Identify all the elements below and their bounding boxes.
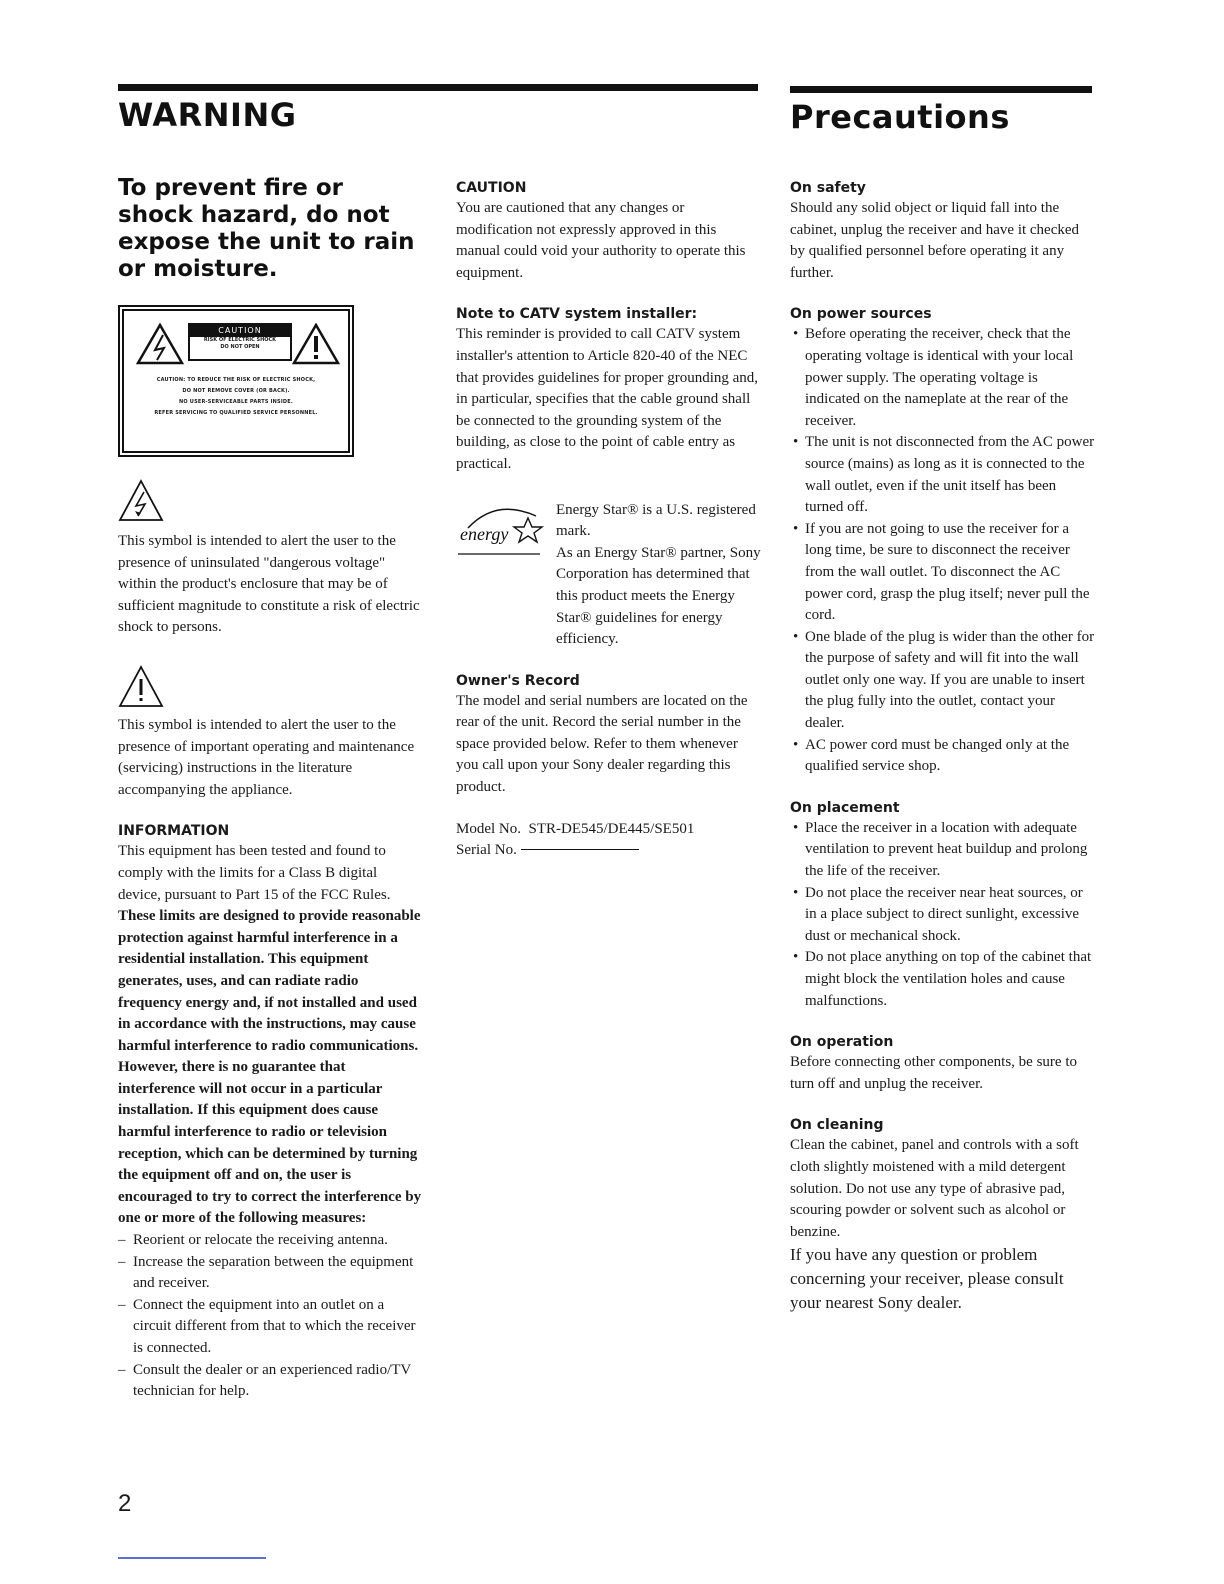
serial-number-label: Serial No. bbox=[456, 842, 517, 859]
precautions-title: Precautions bbox=[790, 98, 1010, 136]
list-item: • Do not place anything on top of the cabinet that might block the ventilation holes and cause malfunctions. bbox=[790, 947, 1095, 1012]
footer-divider bbox=[118, 1557, 266, 1559]
page-number: 2 bbox=[118, 1490, 132, 1517]
on-cleaning-heading: On cleaning bbox=[790, 1117, 884, 1134]
fine-print-line: CAUTION: TO REDUCE THE RISK OF ELECTRIC SHOCK, bbox=[156, 377, 316, 383]
catv-text: This reminder is provided to call CATV system installer's attention to Article 820-40 of the NEC that provides guidelines for proper grounding and, in particular, specifies that the cable ground shall be connected to the grounding system of the building, as close to the point of cable entry as practical. bbox=[456, 326, 759, 472]
exclamation-triangle-icon bbox=[118, 665, 164, 709]
serial-number-line bbox=[456, 840, 761, 862]
consult-dealer-note: If you have any question or problem concerning your receiver, please consult your nearest Sony dealer. bbox=[790, 1245, 1064, 1313]
on-cleaning-text: Clean the cabinet, panel and controls with a soft cloth slightly moistened with a mild detergent solution. Do not use any type of abrasive pad, scouring powder or solvent such as alcohol or benzine. bbox=[790, 1137, 1079, 1240]
information-paragraph-2: These limits are designed to provide reasonable protection against harmful interference in a residential installation. This equipment generates, uses, and can radiate radio frequency energy and, if not installed and used in accordance with the instructions, may cause harmful interference to radio communications. However, there is no guarantee that interference will not occur in a particular installation. If this equipment does cause harmful interference to radio or television reception, which can be determined by turning the equipment off and on, the user is encouraged to try to correct the interference by one or more of the following measures: bbox=[118, 908, 422, 1227]
caution-label-fine-print bbox=[124, 375, 348, 419]
on-safety-text: Should any solid object or liquid fall into the cabinet, unplug the receiver and have it checked by qualified personnel before operating it any further. bbox=[790, 200, 1080, 281]
energy-star-logo-text: energy bbox=[460, 523, 509, 544]
fine-print-line: REFER SERVICING TO QUALIFIED SERVICE PERSONNEL. bbox=[154, 410, 318, 416]
catv-heading: Note to CATV system installer: bbox=[456, 306, 698, 323]
list-item: • The unit is not disconnected from the AC power source (mains) as long as it is connected to the wall outlet, even if the unit itself has been turned off. bbox=[790, 432, 1095, 518]
fine-print-line: DO NOT REMOVE COVER (OR BACK). bbox=[182, 388, 290, 394]
placement-list bbox=[790, 818, 1095, 1012]
caution-column bbox=[456, 178, 761, 862]
on-operation-text: Before connecting other components, be sure to turn off and unplug the receiver. bbox=[790, 1054, 1077, 1092]
caution-plate-sub2: DO NOT OPEN bbox=[220, 344, 260, 350]
lightning-triangle-icon bbox=[136, 323, 184, 365]
energy-star-line-1: Energy Star® is a U.S. registered mark. bbox=[556, 501, 756, 540]
owners-record-text: The model and serial numbers are located on the rear of the unit. Record the serial number in the space provided below. Refer to them whenever you call upon your Sony dealer regarding this product. bbox=[456, 692, 748, 796]
caution-heading: CAUTION bbox=[456, 180, 527, 196]
warning-title: WARNING bbox=[118, 96, 297, 134]
list-item: • AC power cord must be changed only at the qualified service shop. bbox=[790, 735, 1095, 778]
list-item: – Increase the separation between the equipment and receiver. bbox=[118, 1252, 423, 1295]
caution-plate bbox=[188, 323, 292, 361]
list-item: • Do not place the receiver near heat sources, or in a place subject to direct sunlight, excessive dust or mechanical shock. bbox=[790, 883, 1095, 948]
fine-print-line: NO USER-SERVICEABLE PARTS INSIDE. bbox=[179, 399, 293, 405]
energy-star-text bbox=[556, 500, 761, 651]
power-sources-list bbox=[790, 324, 1095, 777]
serial-number-blank bbox=[521, 849, 639, 850]
energy-star-logo bbox=[456, 500, 556, 651]
owners-record-heading: Owner's Record bbox=[456, 672, 580, 689]
symbol1-description: This symbol is intended to alert the user to the presence of uninsulated "dangerous voltage" within the product's enclosure that may be of sufficient magnitude to constitute a risk of electric shock to persons. bbox=[118, 533, 420, 636]
lightning-triangle-icon bbox=[118, 479, 164, 523]
caution-label-image bbox=[118, 305, 354, 457]
list-item: – Connect the equipment into an outlet on a circuit different from that to which the receiver is connected. bbox=[118, 1295, 423, 1360]
list-item: • If you are not going to use the receiver for a long time, be sure to disconnect the receiver from the wall outlet. To disconnect the AC power cord, grasp the plug itself; never pull the cord. bbox=[790, 519, 1095, 627]
precautions-rule bbox=[790, 86, 1092, 93]
energy-star-line-2: As an Energy Star® partner, Sony Corporation has determined that this product meets the Energy Star® guidelines for energy efficiency. bbox=[556, 544, 761, 648]
interference-measures-list bbox=[118, 1230, 423, 1403]
warning-rule bbox=[118, 84, 758, 91]
list-item: • Before operating the receiver, check that the operating voltage is identical with your local power supply. The operating voltage is indicated on the nameplate at the rear of the receiver. bbox=[790, 324, 1095, 432]
information-paragraph-1: This equipment has been tested and found to comply with the limits for a Class B digital device, pursuant to Part 15 of the FCC Rules. bbox=[118, 843, 391, 903]
exclamation-triangle-icon bbox=[292, 323, 340, 365]
list-item: • Place the receiver in a location with adequate ventilation to prevent heat buildup and prolong the life of the receiver. bbox=[790, 818, 1095, 883]
warning-headline: To prevent fire or shock hazard, do not expose the unit to rain or moisture. bbox=[118, 175, 415, 282]
on-power-sources-heading: On power sources bbox=[790, 306, 932, 323]
caution-text: You are cautioned that any changes or modification not expressly approved in this manual could void your authority to operate this equipment. bbox=[456, 200, 746, 281]
list-item: • One blade of the plug is wider than the other for the purpose of safety and will fit into the wall outlet only one way. If you are unable to insert the plug fully into the outlet, contact your dealer. bbox=[790, 627, 1095, 735]
on-placement-heading: On placement bbox=[790, 799, 900, 816]
warning-column bbox=[118, 175, 423, 1403]
energy-star-block bbox=[456, 500, 761, 651]
list-item: – Consult the dealer or an experienced radio/TV technician for help. bbox=[118, 1360, 423, 1403]
symbol2-description: This symbol is intended to alert the user to the presence of important operating and maintenance (servicing) instructions in the literature accompanying the appliance. bbox=[118, 716, 415, 798]
list-item: – Reorient or relocate the receiving antenna. bbox=[118, 1230, 423, 1252]
caution-plate-sub1: RISK OF ELECTRIC SHOCK bbox=[203, 337, 277, 343]
energy-star-icon bbox=[456, 500, 552, 560]
on-operation-heading: On operation bbox=[790, 1034, 894, 1051]
on-safety-heading: On safety bbox=[790, 180, 866, 196]
caution-plate-word: CAUTION bbox=[190, 325, 290, 337]
model-number-line: Model No. STR-DE545/DE445/SE501 bbox=[456, 820, 695, 837]
information-heading: INFORMATION bbox=[118, 823, 230, 840]
precautions-column bbox=[790, 178, 1095, 1315]
